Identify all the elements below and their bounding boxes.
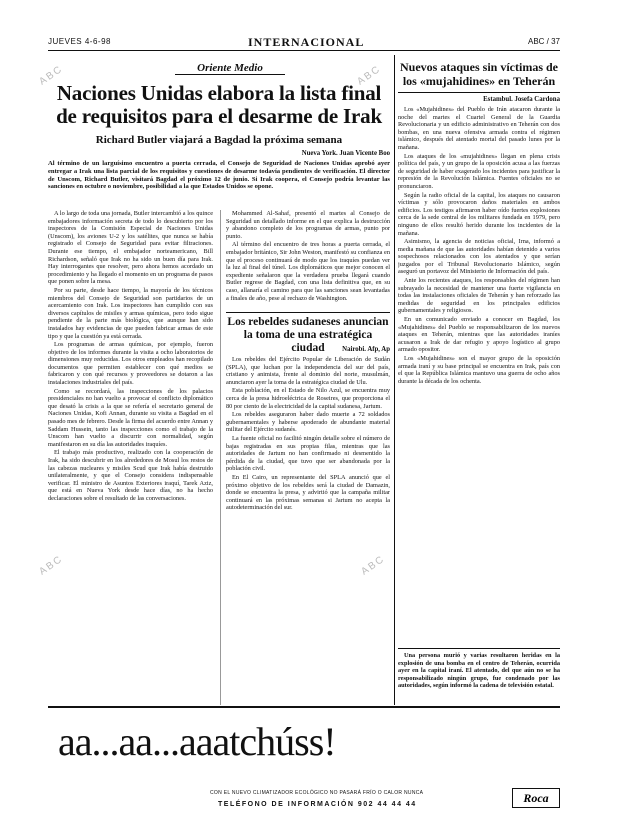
paragraph: La fuente oficial no facilitó ningún detalle sobre el número de bajas registradas en sus propias filas, mientras que las autoridades de Jartum no han confirmado ni desmentido la pérdida de la ciudad, que tuvo que ser abandonada por la población civil. — [226, 434, 390, 473]
paragraph: Ante los recientes ataques, los responsables del régimen han subrayado la necesidad de mantener una fuerte vigilancia en todas las instalaciones oficiales de Teherán y han reforzado las medidas de seguridad en los principales edificios gubernamentales y religiosos. — [398, 277, 560, 315]
paragraph: Una persona murió y varias resultaron heridas en la explosión de una bomba en el centro de Teherán, ocurrida ayer en la capital iraní. El atentado, del que aún no se ha responsabilizado ningún grupo, fue condenado por las autoridades, según informó la cadena de televisión estatal. — [398, 652, 560, 690]
paragraph: Mohammed Al-Sahaf, presentó el martes al Consejo de Seguridad un detallado informe en el que explica la destrucción y abandono completo de los programas de armas, punto por punto. — [226, 210, 390, 240]
iran-article-body — [398, 106, 560, 644]
main-lead: Al término de un larguísimo encuentro a puerta cerrada, el Consejo de Seguridad de Naciones Unidas aprobó ayer entregar a Irak una lista parcial de los requisitos y cuestiones de desarme todavía pendientes de verificación. El director de Unscom, Richard Butler, visitará Bagdad el próximo 12 de junio. Si Irak coopera, el Consejo podría levantar las sanciones en octubre o noviembre, posibilidad a la que Estados Unidos se opone. — [48, 160, 390, 191]
section-title: INTERNACIONAL — [248, 35, 365, 49]
brand-name: Roca — [523, 791, 549, 805]
main-headline: Naciones Unidas elabora la lista final de requisitos para el desarme de Irak — [56, 81, 382, 128]
main-column-1 — [48, 210, 213, 705]
paragraph: En un comunicado enviado a conocer en Bagdad, los «Mujahidines» del Pueblo se responsabilizaron de los nuevos ataques en Teherán, mientras que las autoridades iraníes acusaron a Irak de dar refugio y apoyo logístico al grupo armado opositor. — [398, 316, 560, 354]
brand-logo — [512, 788, 560, 808]
ad-fine-print: CON EL NUEVO CLIMATIZADOR ECOLÓGICO NO PASARÁ FRÍO O CALOR NUNCA — [210, 790, 424, 796]
iran-headline: Nuevos ataques sin víctimas de los «mujahidines» en Teherán — [399, 60, 558, 88]
iran-boxed-brief — [398, 652, 560, 704]
roca-logo-icon — [512, 788, 560, 808]
paragraph: Como se recordará, las inspecciones de los palacios presidenciales no han vuelto a provocar el conflicto diplomático que desató la crisis a la que se refería el secretario general de Naciones Unidas, Kofi Annan, durante su visita a Bagdad en el pasado mes de febrero. Desde la firma del acuerdo entre Annan y Saddam Hussein, tanto las inspecciones como el trabajo de la Unscom han vuelto a discurrir con normalidad, según manifestaron en su día las autoridades iraquíes. — [48, 387, 213, 448]
paragraph: Los rebeldes aseguraron haber dado muerte a 72 soldados gubernamentales y haberse apoderado de abundante material militar del Ejército sudanés. — [226, 411, 390, 434]
ad-top-rule — [48, 706, 560, 708]
sudan-byline: Nairobi. Afp, Ap — [342, 346, 390, 353]
ad-phone: TELÉFONO DE INFORMACIÓN 902 44 44 44 — [218, 801, 417, 808]
watermark: ABC — [37, 553, 66, 578]
watermark: ABC — [37, 63, 66, 88]
sudan-headline: Los rebeldes sudaneses anuncian la toma de una estratégica ciudad — [227, 316, 389, 354]
paragraph: El trabajo más productivo, realizado con la cooperación de Irak, ha sido descubrir en los alrededores de Mosul los restos de las cabezas nucleares y misiles Scud que Irak había destruido unilateralmente, y que el Consejo considera indispensable verificar. El ministro de Asuntos Exteriores iraquí, Tarek Aziz, que está en Nueva York desde hace días, no ha hecho declaraciones sobre el resultado de las conversaciones. — [48, 449, 213, 502]
page-header — [48, 36, 560, 51]
column-divider — [220, 210, 221, 705]
paragraph: Los «Mujahidines» son el mayor grupo de la oposición armada iraní y su base principal se encuentra en Irak, país con el que la República Islámica mantuvo una guerra de ocho años durante la década de los ochenta. — [398, 355, 560, 385]
iran-byline: Estambul. Josefa Cardona — [483, 96, 560, 103]
header-date: JUEVES 4-6-98 — [48, 37, 111, 46]
article-separator — [226, 312, 390, 313]
paragraph: A lo largo de toda una jornada, Butler intercambió a los quince embajadores información secreta de todo lo descubierto por los inspectores de la Comisión Especial de Naciones Unidas (Unscom), los aviones U-2 y los satélites, que nunca se había registrado el Consejo de Seguridad para evitar filtraciones. Durante ese tiempo, el embajador norteamericano, Bill Richardson, señaló que Irak no ha sido un buen día para Irak. Hay interrogantes que resolver, pero ahora hemos acordado un procedimiento y ha llegado el momento en un programa de pasos que ponen sobre la mesa. — [48, 210, 213, 286]
main-subheadline: Richard Butler viajará a Bagdad la próxima semana — [95, 134, 343, 146]
paragraph: Los ataques de los «mujahidines» llegan en plena crisis política del país, y un grupo de la oposición acusa a las fuerzas de seguridad de haber exagerado los incidentes para justificar la represión de la Revolución Islámica. Fuentes oficiales no se pronunciaron. — [398, 152, 560, 190]
sudan-article-body — [226, 356, 390, 705]
main-column-2 — [226, 210, 390, 310]
paragraph: Los programas de armas químicas, por ejemplo, fueron objetivo de los informes durante la visita a ocho laboratorios de dimensiones muy reducidas. Los otros empleados han recopilado documentos que permiten establecer con qué medios se fabricaron y con qué recursos y proveedores se dotaron a las instalaciones industriales del país. — [48, 341, 213, 387]
paragraph: Esta población, en el Estado de Nilo Azul, se encuentra muy cerca de la presa hidroeléctrica de Roseires, que proporciona el 80 por ciento de la electricidad de la capital sudanesa, Jartum. — [226, 387, 390, 410]
watermark: ABC — [355, 63, 384, 88]
page-number: ABC / 37 — [527, 37, 560, 46]
paragraph: Al término del encuentro de tres horas a puerta cerrada, el embajador británico, Sir John Weston, manifestó su confianza en que el proceso continuará de modo que los iraquíes puedan ver la luz al final del túnel. Los diplomáticos que mejor conocen el expediente señalaron que la verdadera prueba llegará cuando Butler regrese de Bagdad, con una lista definitiva que, en su caso, allanaría el camino para que las sanciones sean levantadas a finales de año, pese al rechazo de Washington. — [226, 241, 390, 302]
paragraph: En El Cairo, un representante del SPLA anunció que el próximo objetivo de los rebeldes será la ciudad de Damazin, donde se encuentra la presa, y advirtió que la campaña militar continuará en las próximas semanas si Jartum no acepta la autodeterminación del sur. — [226, 473, 390, 512]
paragraph: Los rebeldes del Ejército Popular de Liberación de Sudán (SPLA), que luchan por la independencia del sur del país, cristiano y animista, frente al dominio del norte, musulmán, anunciaron ayer la toma de la estratégica ciudad de Ulu. — [226, 356, 390, 386]
paragraph: Asimismo, la agencia de noticias oficial, Irna, informó a media mañana de que las autoridades habían detenido a varios sospechosos relacionados con los atentados y que serían juzgados por el Tribunal Revolucionario Islámico, según aseguró un portavoz del Ministerio de Información del país. — [398, 238, 560, 276]
box-rule — [398, 648, 560, 649]
watermark: ABC — [359, 553, 388, 578]
headline-rule — [398, 92, 560, 93]
paragraph: Según la radio oficial de la capital, los ataques no causaron víctimas y sólo provocaron daños materiales en ambos edificios. Los testigos afirmaron haber oído fuertes explosiones cerca de la sede central de los militares fundada en 1979, pero ninguno de ellos resultó herido durante los incidentes de la mañana. — [398, 191, 560, 237]
column-divider — [394, 55, 395, 705]
paragraph: Los «Mujahidines» del Pueblo de Irán atacaron durante la noche del martes el Cuartel General de la Guardia Revolucionaria y un edificio administrativo en Teherán con dos bombas, en una nueva ofensiva armada contra el régimen islámico, después del atentado mortal del pasado lunes por la mañana. — [398, 106, 560, 151]
main-byline: Nueva York. Juan Vicente Boo — [301, 150, 390, 157]
paragraph: Por su parte, desde hace tiempo, la mayoría de los técnicos miembros del Consejo de Seguridad son partidarios de un acercamiento con Irak. Los inspectores han cumplido con sus diversos capítulos de misiles y armas químicas, pero todo sigue pendiente de la parte más biológica, que aunque han sido instalados hay evidencias de que pueden fabricar armas de este tipo y que la cuestión ya está cerrada. — [48, 286, 213, 340]
ad-slogan: aa...aa...aaatchúss! — [58, 719, 336, 764]
article-kicker: Oriente Medio — [175, 62, 285, 75]
